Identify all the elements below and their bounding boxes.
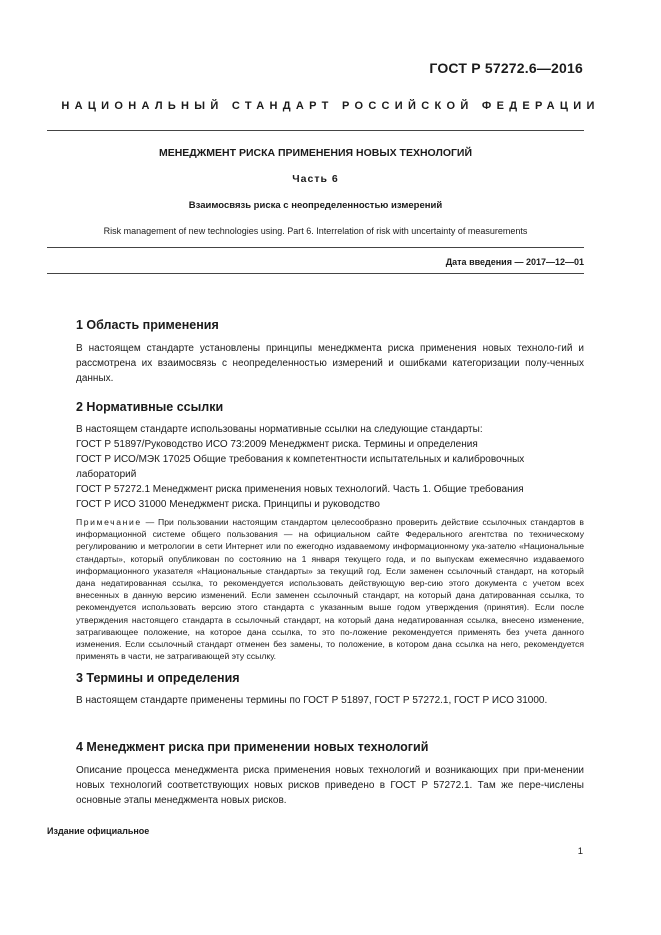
section-3-heading: 3 Термины и определения — [76, 671, 240, 685]
reference-note — [76, 516, 584, 662]
reference-item: ГОСТ Р ИСО/МЭК 17025 Общие требования к компетентности испытательных и калибровочных лабораторий — [76, 454, 525, 480]
section-4-heading: 4 Менеджмент риска при применении новых технологий — [76, 740, 429, 754]
reference-item: ГОСТ Р ИСО 31000 Менеджмент риска. Принципы и руководство — [76, 499, 380, 510]
section-1-heading: 1 Область применения — [76, 318, 219, 332]
note-label: Примечание — [76, 517, 142, 527]
section-3-text: В настоящем стандарте применены термины по ГОСТ Р 51897, ГОСТ Р 57272.1, ГОСТ Р ИСО 31000. — [76, 695, 548, 706]
page-number: 1 — [577, 846, 583, 857]
part-label: Часть 6 — [292, 173, 339, 185]
standard-number: ГОСТ Р 57272.6—2016 — [429, 60, 583, 76]
section-1-paragraph: В настоящем стандарте установлены принципы менеджмента риска применения новых техноло-гий и рассмотрена их взаимосвязь с неопределенностью измерений и ошибками категоризации полу-ченных данных. — [76, 343, 584, 384]
reference-item: ГОСТ Р 51897/Руководство ИСО 73:2009 Менеджмент риска. Термины и определения — [76, 439, 478, 450]
section-1-text — [76, 341, 584, 386]
introduction-date: Дата введения — 2017—12—01 — [445, 257, 584, 267]
header-divider — [47, 130, 584, 131]
reference-item: ГОСТ Р 57272.1 Менеджмент риска применения новых технологий. Часть 1. Общие требования — [76, 484, 524, 495]
date-divider — [47, 273, 584, 274]
english-title: Risk management of new technologies using. Part 6. Interrelation of risk with uncertainty of measurements — [103, 226, 528, 236]
section-4-text: Описание процесса менеджмента риска применения новых технологий и возникающих при при-менении новых технологий соответствующих новых рисков приведено в ГОСТ Р 57272.1. Там же пере-числены основные этапы менеджмента новых рисков. — [76, 765, 584, 806]
section-2-heading: 2 Нормативные ссылки — [76, 400, 224, 414]
note-text: — При пользовании настоящим стандартом целесообразно проверить действие ссылочных стандартов в информационной системе общего пользования — на официальном сайте Федерального агентства по техническому регулированию и метрологии в сети Интернет или по ежегодно издаваемому информационному ука-зателю «Национальные стандарты», который опубликован по состоянию на 1 января текущего года, и по выпускам ежемесячно издаваемого информационного указателя «Национальные стандарты» за текущий год. Если заменен ссылочный стандарт, на который дана недатированная ссылка, то рекомендуется использовать действующую вер-сию этого документа с учетом всех внесенных в данную версию изменений. Если заменен ссылочный стандарт, на который дана датированная ссылка, то рекомендуется использовать версию этого стандарта с указанным выше годом утверждения (принятия). Если после утверждения настоящего стандарта в ссылочный стандарт, на который дана недатированная ссылка, внесено изменение, затрагивающее положение, на которое дана ссылка, то это по-ложение рекомендуется применять без учета данного изменения. Если ссылочный стандарт отменен без замены, то положение, в котором дана ссылка на него, рекомендуется применять в части, не затрагивающей эту ссылку. — [76, 517, 584, 662]
section-2-intro: В настоящем стандарте использованы нормативные ссылки на следующие стандарты: — [76, 424, 483, 435]
document-title: МЕНЕДЖМЕНТ РИСКА ПРИМЕНЕНИЯ НОВЫХ ТЕХНОЛОГИЙ — [158, 147, 473, 159]
national-standard-title: НАЦИОНАЛЬНЫЙ СТАНДАРТ РОССИЙСКОЙ ФЕДЕРАЦИИ — [61, 100, 600, 112]
edition-label: Издание официальное — [47, 826, 150, 836]
document-subtitle: Взаимосвязь риска с неопределенностью измерений — [188, 200, 443, 211]
title-divider — [47, 247, 584, 248]
